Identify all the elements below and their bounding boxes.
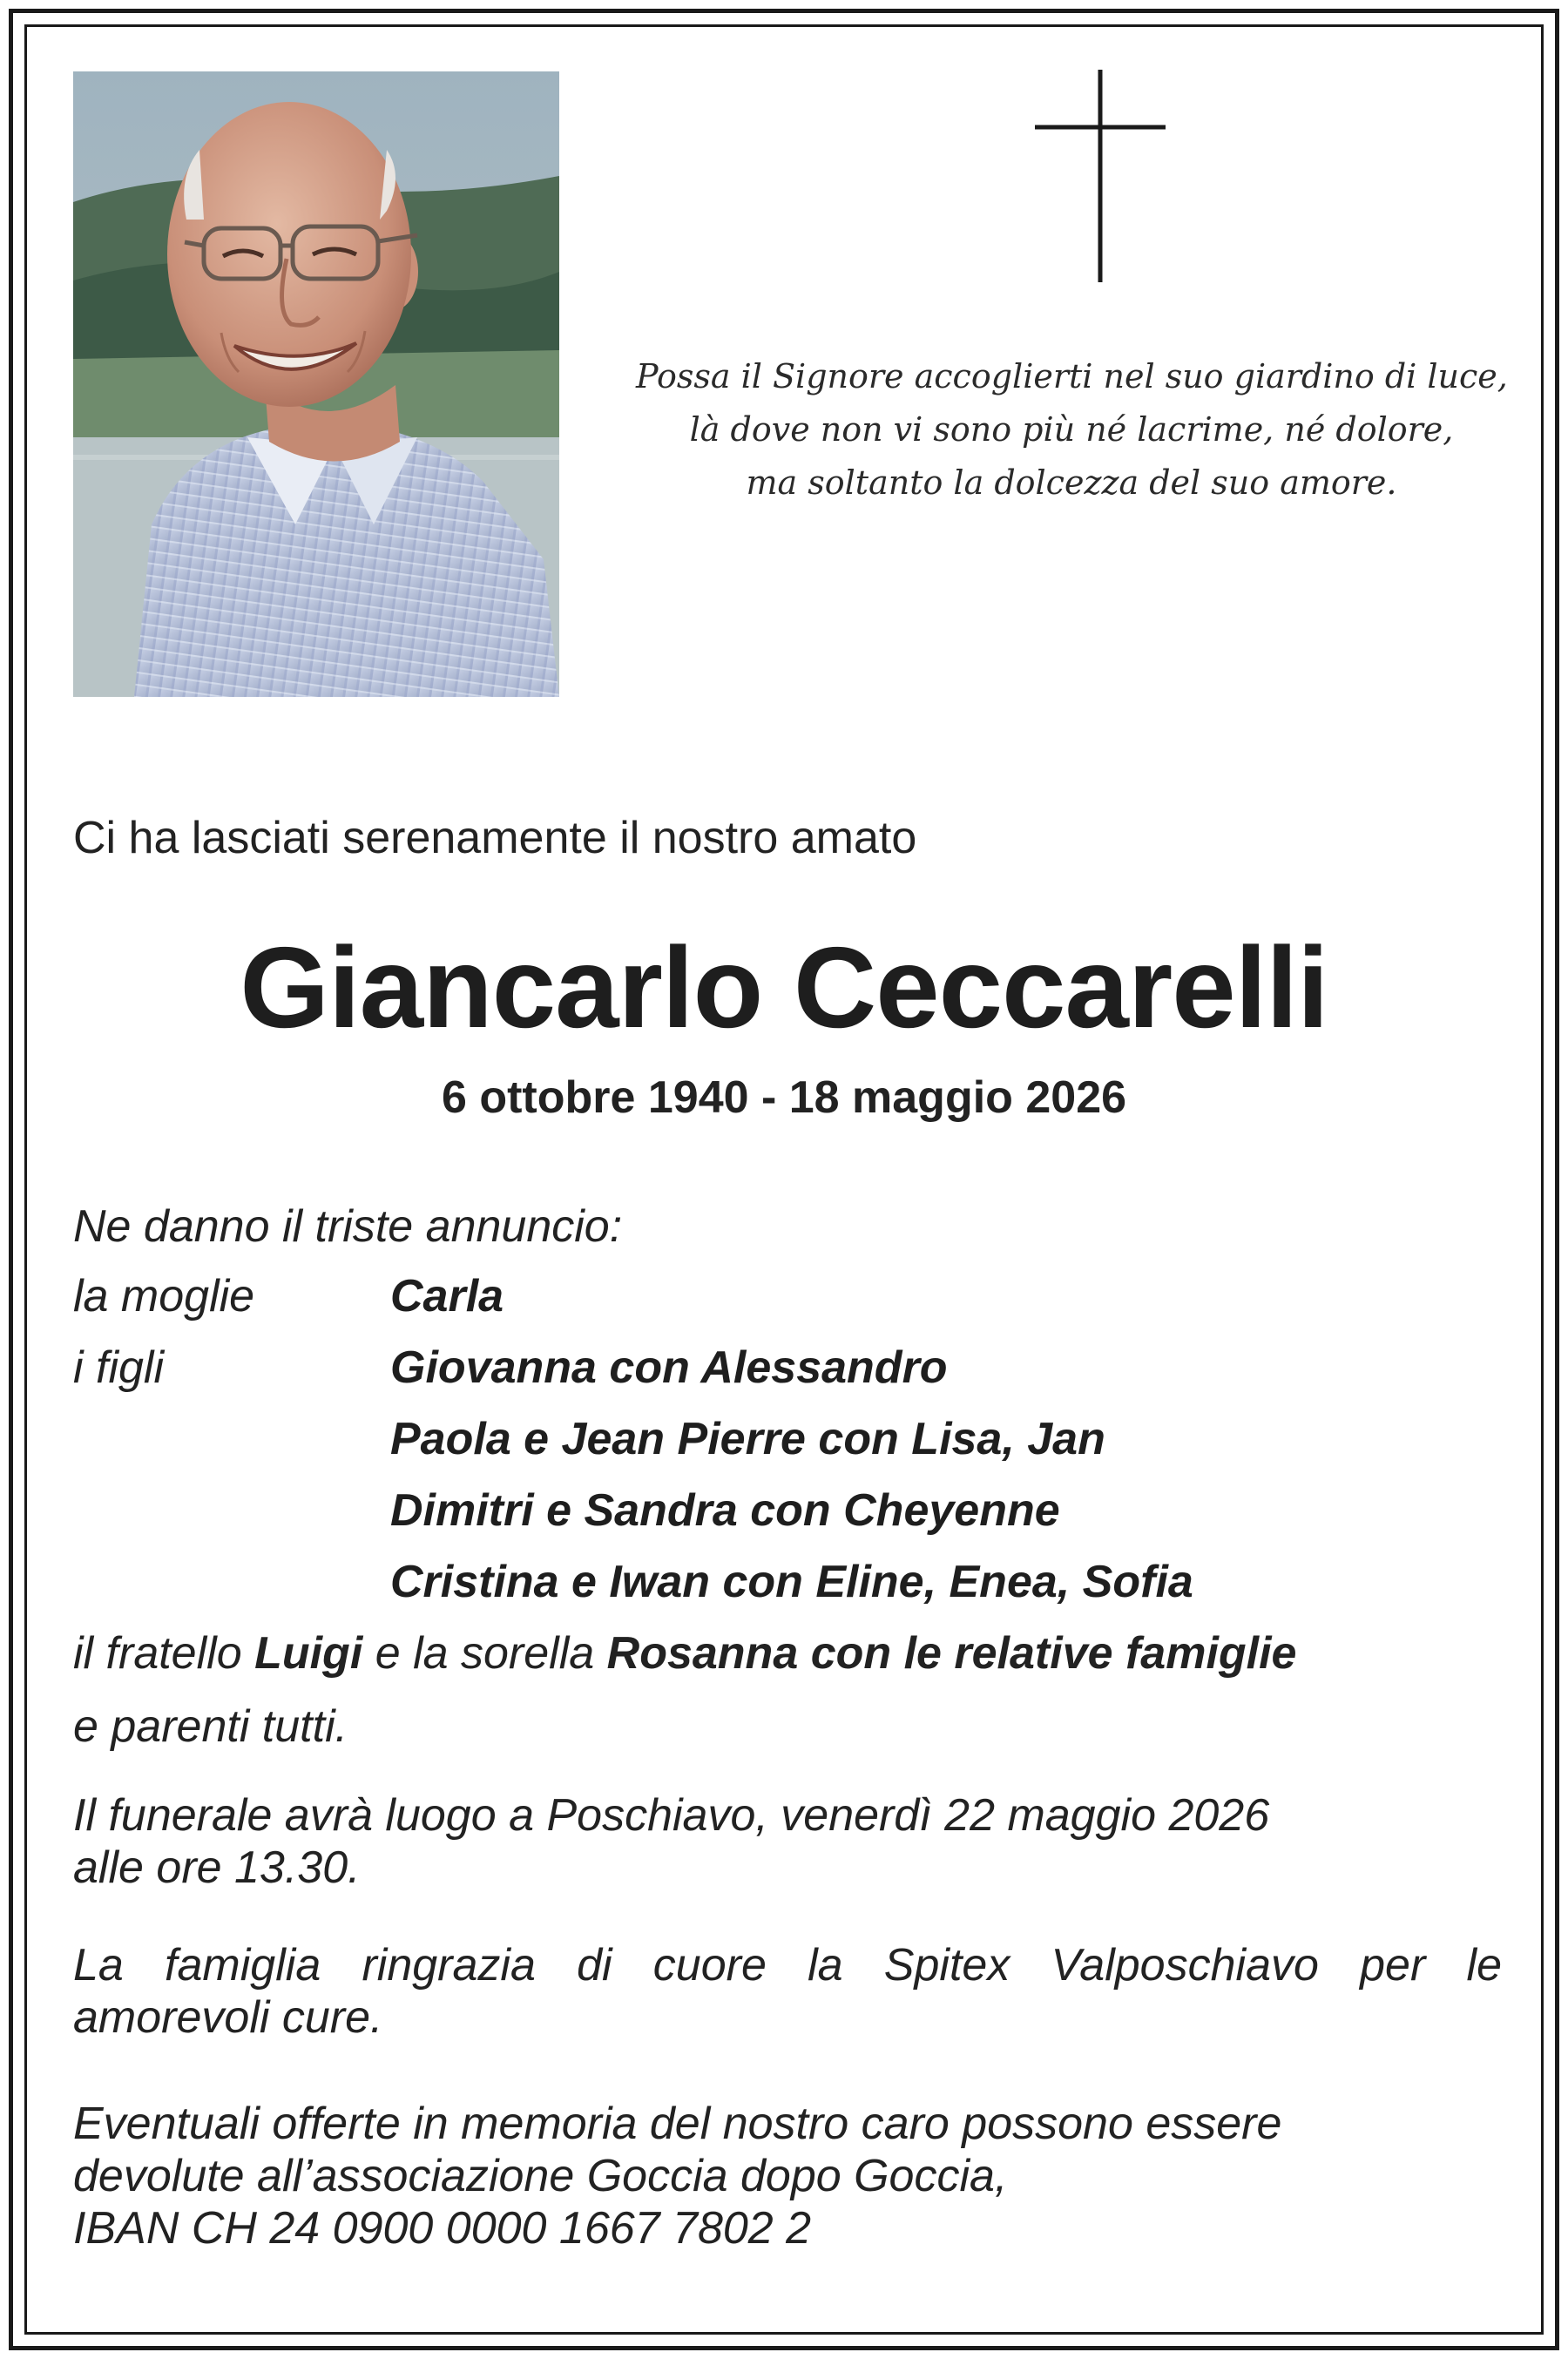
children-label: i figli — [73, 1342, 165, 1393]
brother-prefix: il fratello — [73, 1628, 255, 1679]
life-dates: 6 ottobre 1940 - 18 maggio 2026 — [441, 1072, 1127, 1123]
funeral-line: alle ore 13.30. — [73, 1842, 361, 1893]
thanks-line: La famiglia ringrazia di cuore la Spitex Valposchiavo per le — [73, 1940, 1502, 1991]
donations-paragraph — [73, 2098, 1502, 2254]
cross-icon — [1035, 70, 1166, 282]
memorial-verse — [636, 350, 1507, 510]
brother-name: Luigi — [254, 1628, 363, 1679]
siblings-line — [73, 1627, 1296, 1680]
wife-label: la moglie — [73, 1271, 255, 1321]
deceased-name: Giancarlo Ceccarelli — [240, 923, 1328, 1051]
child-entry: Dimitri e Sandra con Cheyenne — [390, 1485, 1060, 1536]
verse-line: Possa il Signore accoglierti nel suo giardino di luce, — [636, 357, 1508, 395]
child-entry: Cristina e Iwan con Eline, Enea, Sofia — [390, 1557, 1193, 1607]
wife-name: Carla — [390, 1271, 504, 1321]
portrait-photo — [73, 71, 559, 697]
thanks-line: amorevoli cure. — [73, 1992, 383, 2043]
verse-line: ma soltanto la dolcezza del suo amore. — [746, 463, 1397, 502]
funeral-line: Il funerale avrà luogo a Poschiavo, venerdì 22 maggio 2026 — [73, 1790, 1270, 1841]
verse-line: là dove non vi sono più né lacrime, né dolore, — [689, 410, 1454, 449]
relatives-line: e parenti tutti. — [73, 1701, 348, 1752]
funeral-paragraph — [73, 1789, 1502, 1894]
child-entry: Giovanna con Alessandro — [390, 1342, 948, 1393]
child-entry: Paola e Jean Pierre con Lisa, Jan — [390, 1414, 1105, 1464]
sister-name: Rosanna con le relative famiglie — [606, 1628, 1297, 1679]
donations-line: devolute all’associazione Goccia dopo Goccia, — [73, 2151, 1008, 2201]
sister-prefix: e la sorella — [362, 1628, 607, 1679]
thanks-paragraph — [73, 1939, 1502, 2044]
donations-line: IBAN CH 24 0900 0000 1667 7802 2 — [73, 2203, 812, 2254]
announcement-heading: Ne danno il triste annuncio: — [73, 1201, 623, 1252]
donations-line: Eventuali offerte in memoria del nostro caro possono essere — [73, 2099, 1282, 2149]
intro-text: Ci ha lasciati serenamente il nostro amato — [73, 813, 917, 863]
